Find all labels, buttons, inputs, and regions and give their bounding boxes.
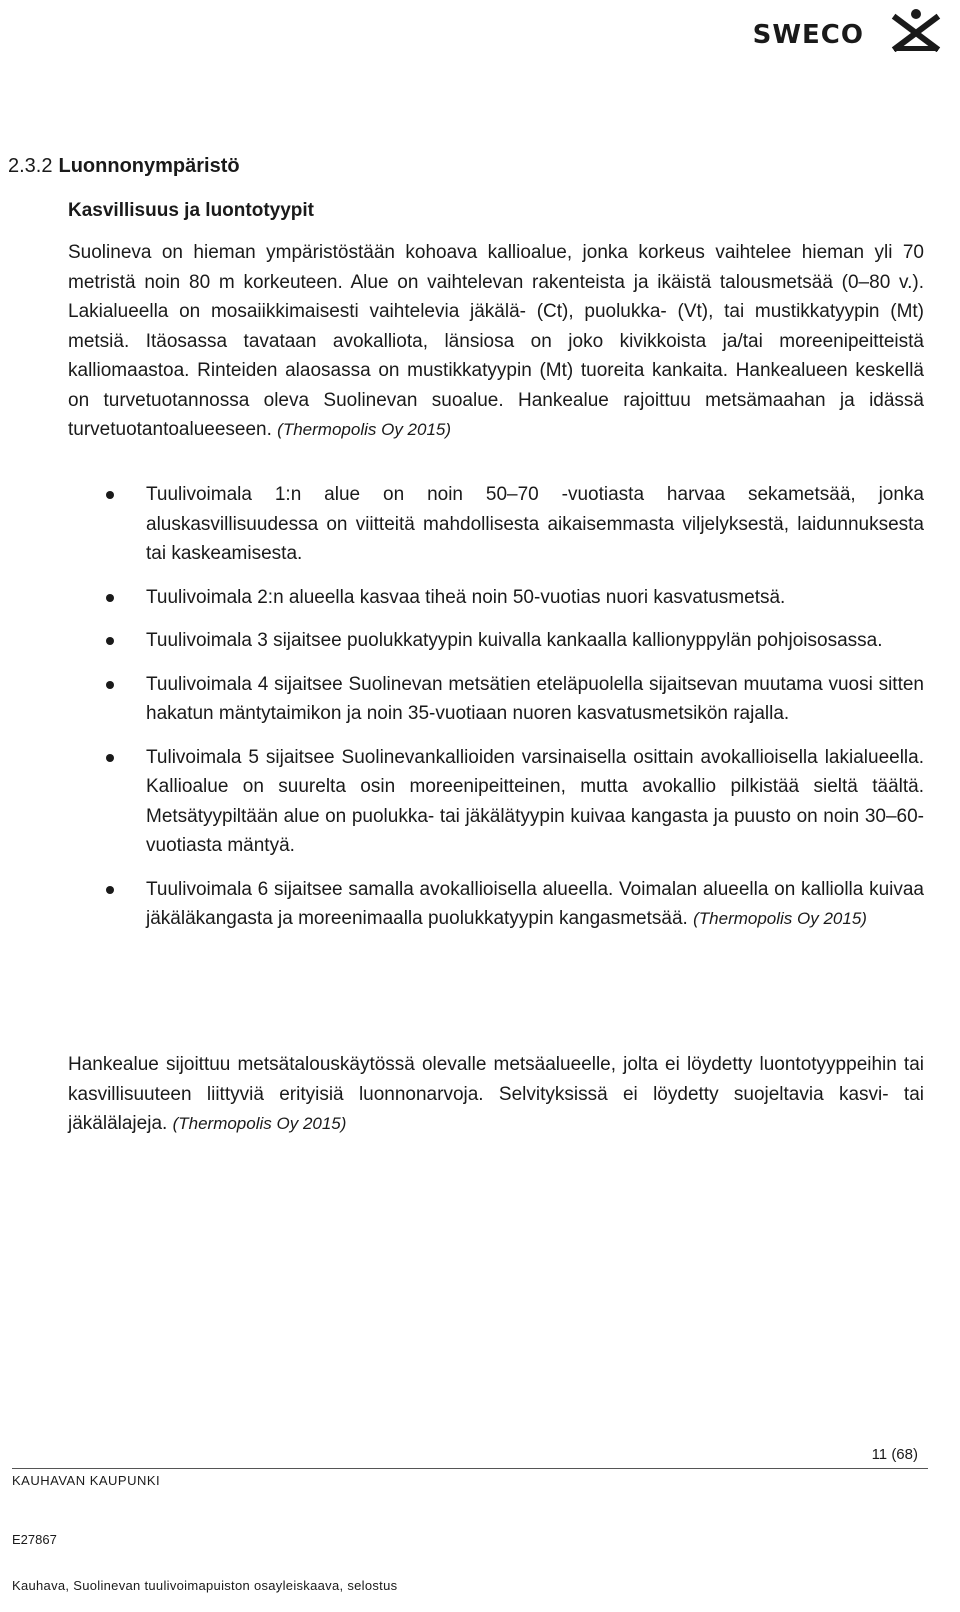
logo-text: SWECO [752,20,864,50]
list-item [68,743,924,861]
bullet-icon [106,754,114,762]
list-item [68,670,924,729]
turbine-list [68,480,924,948]
page-number: 11 (68) [871,1446,918,1463]
bullet-icon [106,491,114,499]
bullet-icon [106,886,114,894]
closing-text: Hankealue sijoittuu metsätalouskäytössä olevalle metsäalueelle, jolta ei löydetty luontotyyppeihin tai kasvillisuuteen liittyviä erityisiä luonnonarvoja. Selvityksissä ei löydetty suojeltavia kasvi- tai jäkälälajeja. [68,1054,924,1134]
list-item [68,480,924,569]
list-item-text: Tuulivoimala 1:n alue on noin 50–70 -vuotiasta harvaa sekametsää, jonka aluskasvillisuudessa on viitteitä mahdollisesta aikaisemmasta viljelyksestä, laidunnuksesta tai kaskeamisesta. [146,484,924,564]
section-heading [8,155,240,178]
sweco-mark-icon [882,8,942,52]
bullet-icon [106,594,114,602]
section-title: Luonnonympäristö [58,155,240,177]
list-item [68,583,924,613]
intro-text: Suolineva on hieman ympäristöstään kohoava kallioalue, jonka korkeus vaihtelee hieman yli 70 metristä noin 80 m korkeuteen. Alue on vaihtelevan rakenteista ja ikäistä talousmetsää (0–80 v.). Lakialueella on mosaiikkimaisesti vaihtelevia jäkälä- (Ct), puolukka- (Vt), tai mustikkatyypin (Mt) metsiä. Itäosassa tavataan avokalliota, länsiosa on joko kivikkoista ja/tai moreenipeitteistä kalliomaastoa. Rinteiden alaosassa on mustikkatyypin (Mt) tuoreita kankaita. Hankealueen keskellä on turvetuotannossa oleva Suolinevan suoalue. Hankealue rajoittuu metsämaahan ja idässä turvetuotantoalueeseen. [68,242,924,440]
subheading: Kasvillisuus ja luontotyypit [68,200,314,221]
list-item-source: (Thermopolis Oy 2015) [693,909,867,928]
bullet-icon [106,681,114,689]
list-item-text: Tuulivoimala 3 sijaitsee puolukkatyypin kuivalla kankaalla kallionyppylän pohjoisosassa. [146,630,883,651]
closing-source: (Thermopolis Oy 2015) [172,1114,347,1133]
list-item-text: Tuulivoimala 4 sijaitsee Suolinevan metsätien eteläpuolella sijaitsevan muutama vuosi sitten hakatun mäntytaimikon ja noin 35-vuotiaan nuoren kasvatusmetsikön rajalla. [146,673,924,724]
footer-project-code: E27867 [12,1532,57,1547]
list-item [68,626,924,656]
intro-source: (Thermopolis Oy 2015) [277,420,452,439]
footer-divider [12,1468,928,1469]
bullet-icon [106,637,114,645]
footer-document-title: Kauhava, Suolinevan tuulivoimapuiston osayleiskaava, selostus [12,1578,398,1593]
list-item [68,875,924,934]
footer-organization: KAUHAVAN KAUPUNKI [12,1473,161,1488]
intro-paragraph [68,238,924,445]
list-item-text: Tulivoimala 5 sijaitsee Suolinevankallioiden varsinaisella osittain avokallioisella lakialueella. Kallioalue on suurelta osin moreenipeitteinen, mutta avokallio pilkistää sieltä täältä. Metsätyypiltään alue on puolukka- tai jäkälätyypin kuivaa kangasta ja puusto on noin 30–60-vuotiasta mäntyä. [146,746,924,856]
closing-paragraph [68,1050,924,1139]
list-item-text: Tuulivoimala 2:n alueella kasvaa tiheä noin 50-vuotias nuori kasvatusmetsä. [146,586,786,608]
list-item-text: Tuulivoimala 6 sijaitsee samalla avokallioisella alueella. Voimalan alueella on kalliolla kuivaa jäkäläkangasta ja moreenimaalla puolukkatyypin kangasmetsää. [146,878,924,929]
section-number: 2.3.2 [8,155,53,177]
